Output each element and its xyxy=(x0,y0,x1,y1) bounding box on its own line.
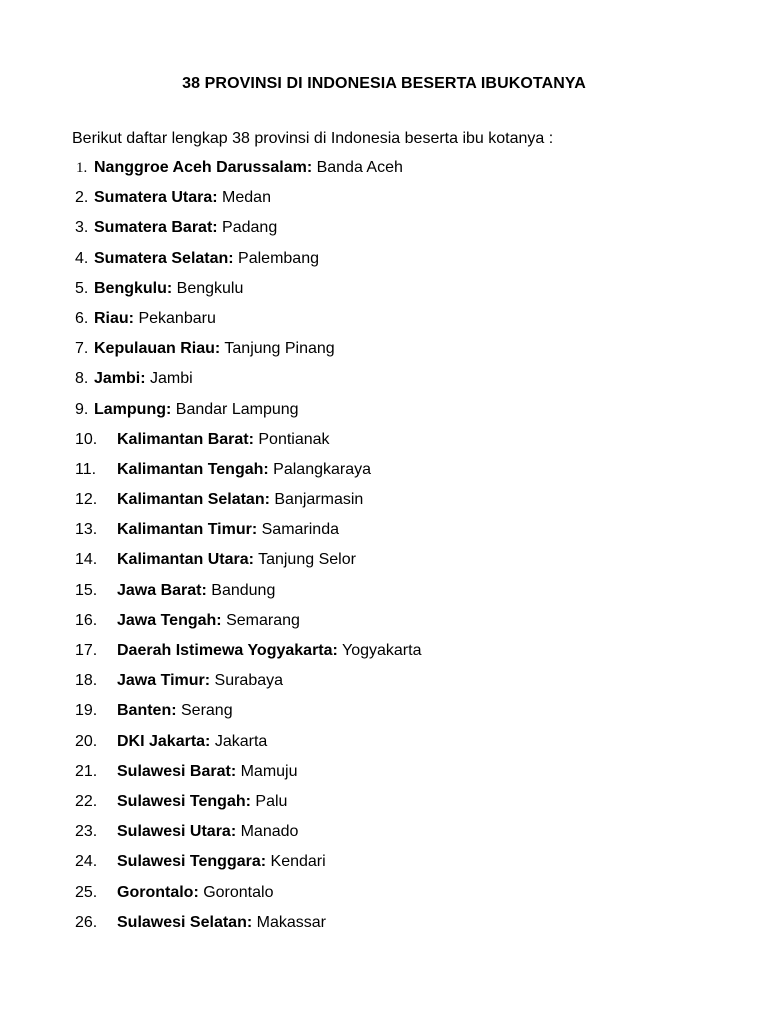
province-entry xyxy=(117,459,371,481)
province-entry xyxy=(117,821,298,843)
province-capital: Padang xyxy=(217,219,278,237)
province-item xyxy=(0,157,768,187)
province-item xyxy=(0,610,768,640)
province-entry xyxy=(117,882,273,904)
province-entry xyxy=(117,791,287,813)
province-item xyxy=(0,248,768,278)
province-capital: Bengkulu xyxy=(172,279,244,297)
province-number: 5. xyxy=(75,279,89,297)
province-name: Nanggroe Aceh Darussalam: xyxy=(94,159,313,176)
intro-paragraph: Berikut daftar lengkap 38 provinsi di Indonesia beserta ibu kotanya : xyxy=(72,130,554,147)
province-separator: : xyxy=(205,732,211,750)
province-entry xyxy=(117,519,339,541)
province-capital: Pontianak xyxy=(253,430,330,448)
province-entry xyxy=(94,368,193,390)
province-item xyxy=(0,851,768,881)
province-item xyxy=(0,489,768,519)
province-capital: Medan xyxy=(217,189,271,207)
province-capital: Bandung xyxy=(206,581,276,599)
province-item xyxy=(0,519,768,549)
province-capital: Palu xyxy=(250,792,288,810)
province-item xyxy=(0,731,768,761)
province-item xyxy=(0,761,768,791)
province-entry xyxy=(117,670,283,692)
province-list xyxy=(0,157,768,942)
province-item xyxy=(0,368,768,398)
province-item xyxy=(0,882,768,912)
province-name: Kalimantan Tengah: xyxy=(117,460,269,478)
province-name: Sulawesi Barat: xyxy=(117,762,237,780)
province-capital: Serang xyxy=(176,702,233,720)
province-name: Jawa Tengah: xyxy=(117,611,222,629)
province-capital: Yogyakarta xyxy=(337,642,422,659)
province-number: 2. xyxy=(75,189,89,207)
province-name: Sulawesi Tengah: xyxy=(117,792,251,810)
province-number: 12. xyxy=(75,491,98,509)
province-number: 23. xyxy=(75,823,98,841)
province-name: Jawa Timur: xyxy=(117,672,211,690)
province-name: Kalimantan Barat: xyxy=(117,430,254,448)
province-entry xyxy=(117,429,330,451)
province-capital: Kendari xyxy=(266,853,326,871)
province-number: 9. xyxy=(75,400,89,418)
province-name: Gorontalo: xyxy=(117,883,199,901)
province-capital: Pekanbaru xyxy=(134,309,216,327)
province-number: 20. xyxy=(75,732,98,750)
province-capital: Banjarmasin xyxy=(269,491,364,509)
document-title: 38 PROVINSI DI INDONESIA BESERTA IBUKOTANYA xyxy=(182,75,586,92)
province-capital: Palangkaraya xyxy=(268,460,372,478)
province-item xyxy=(0,459,768,489)
province-number: 6. xyxy=(75,309,89,327)
province-name: Sulawesi Tenggara: xyxy=(117,853,267,871)
province-entry xyxy=(117,640,421,662)
province-name: Riau: xyxy=(94,309,134,327)
province-entry xyxy=(94,187,271,209)
province-number: 16. xyxy=(75,611,98,629)
province-number: 11. xyxy=(75,460,97,478)
province-entry xyxy=(117,761,298,783)
province-name: Jambi: xyxy=(94,370,146,388)
province-entry xyxy=(94,308,216,330)
province-name: Kepulauan Riau: xyxy=(94,340,221,358)
province-number: 17. xyxy=(75,642,98,659)
province-number: 14. xyxy=(75,551,98,569)
province-capital: Banda Aceh xyxy=(312,159,403,176)
province-capital: Makassar xyxy=(252,913,326,931)
province-item xyxy=(0,429,768,459)
province-item xyxy=(0,278,768,308)
province-entry xyxy=(94,157,403,179)
province-entry xyxy=(94,217,277,239)
province-number: 1. xyxy=(76,160,88,176)
province-name: Sumatera Selatan: xyxy=(94,249,234,267)
province-entry xyxy=(117,610,300,632)
province-name: Banten: xyxy=(117,702,177,720)
province-capital: Tanjung Selor xyxy=(253,551,356,569)
province-entry xyxy=(117,851,326,873)
province-capital: Semarang xyxy=(221,611,300,629)
province-entry xyxy=(117,731,267,753)
province-capital: Tanjung Pinang xyxy=(220,340,335,358)
province-name: Daerah Istimewa Yogyakarta: xyxy=(117,642,338,659)
province-item xyxy=(0,399,768,429)
province-capital: Manado xyxy=(236,823,299,841)
province-entry xyxy=(117,489,363,511)
province-number: 18. xyxy=(75,672,98,690)
province-name: Bengkulu: xyxy=(94,279,173,297)
province-name: Sulawesi Utara: xyxy=(117,823,237,841)
province-number: 26. xyxy=(75,913,98,931)
province-item xyxy=(0,580,768,610)
province-item xyxy=(0,670,768,700)
province-name: Sumatera Utara: xyxy=(94,189,218,207)
province-entry xyxy=(94,399,299,421)
province-entry xyxy=(117,580,275,602)
province-capital: Palembang xyxy=(233,249,319,267)
province-name: Jawa Barat: xyxy=(117,581,207,599)
province-item xyxy=(0,821,768,851)
province-entry xyxy=(117,700,233,722)
province-capital: Samarinda xyxy=(257,521,339,539)
province-name: Kalimantan Selatan: xyxy=(117,491,270,509)
province-entry xyxy=(94,248,319,270)
province-entry xyxy=(117,549,356,571)
province-number: 7. xyxy=(75,340,89,358)
province-number: 22. xyxy=(75,792,98,810)
province-entry xyxy=(117,912,326,934)
province-number: 25. xyxy=(75,883,98,901)
province-number: 10. xyxy=(75,430,98,448)
province-capital: Bandar Lampung xyxy=(171,400,299,418)
province-item xyxy=(0,308,768,338)
province-item xyxy=(0,338,768,368)
province-item xyxy=(0,217,768,247)
province-number: 15. xyxy=(75,581,98,599)
province-name: DKI Jakarta xyxy=(117,732,206,750)
province-item xyxy=(0,549,768,579)
province-item xyxy=(0,791,768,821)
province-item xyxy=(0,187,768,217)
province-capital: Surabaya xyxy=(210,672,284,690)
province-item xyxy=(0,640,768,670)
province-capital: Mamuju xyxy=(236,762,298,780)
province-number: 19. xyxy=(75,702,98,720)
province-item xyxy=(0,700,768,730)
province-number: 4. xyxy=(75,249,89,267)
province-name: Sulawesi Selatan: xyxy=(117,913,253,931)
province-capital: Gorontalo xyxy=(198,883,274,901)
province-number: 13. xyxy=(75,521,98,539)
province-number: 21. xyxy=(75,762,98,780)
province-number: 8. xyxy=(75,370,89,388)
province-capital: Jambi xyxy=(145,370,193,388)
province-number: 3. xyxy=(75,219,89,237)
province-name: Lampung: xyxy=(94,400,172,418)
province-number: 24. xyxy=(75,853,98,871)
province-name: Kalimantan Timur: xyxy=(117,521,258,539)
province-name: Kalimantan Utara: xyxy=(117,551,254,569)
province-capital: Jakarta xyxy=(210,732,268,750)
province-name: Sumatera Barat: xyxy=(94,219,218,237)
province-entry xyxy=(94,278,243,300)
province-item xyxy=(0,912,768,942)
province-entry xyxy=(94,338,335,360)
